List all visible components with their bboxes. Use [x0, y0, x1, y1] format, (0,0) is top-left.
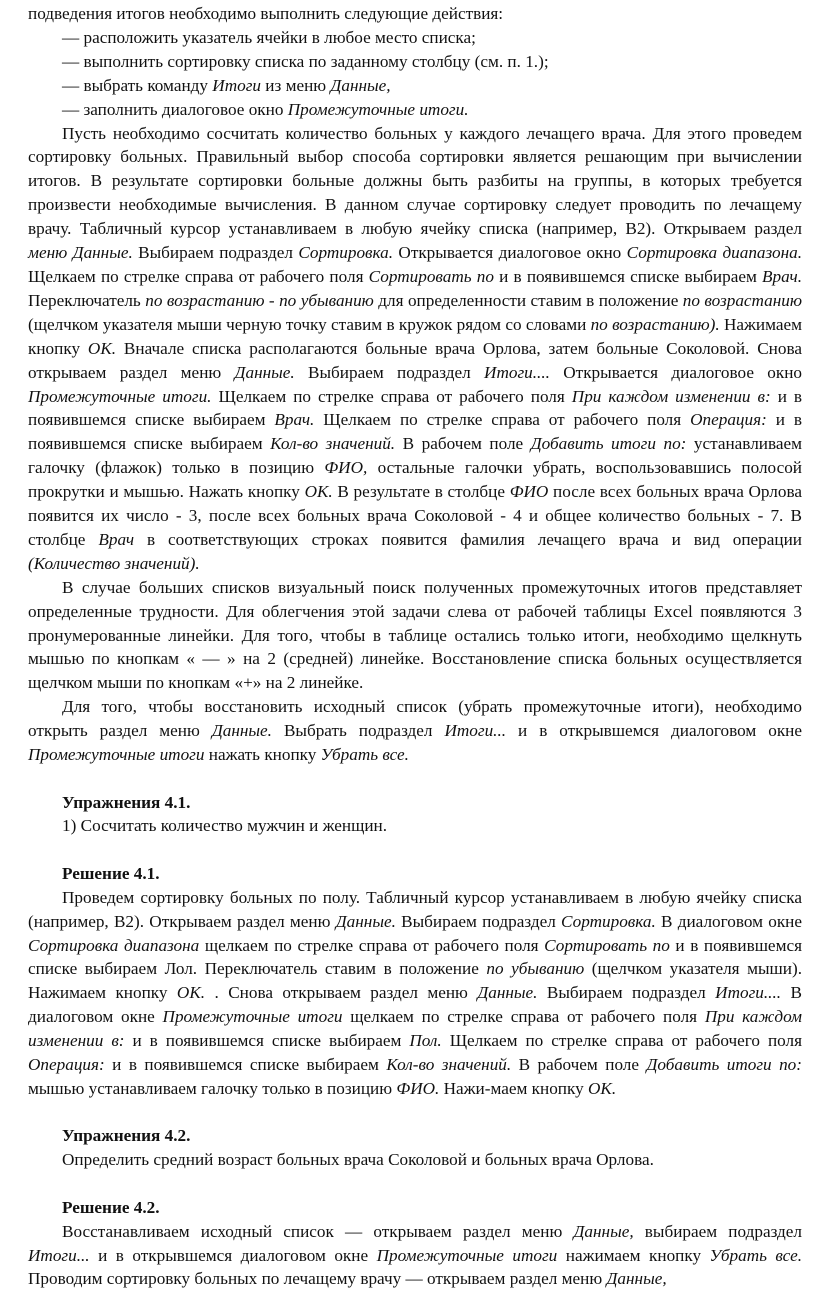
exercise-4-2-task: Определить средний возраст больных врача Соколовой и больных врача Орлова. — [62, 1150, 654, 1170]
text-run: Проводим сортировку больных по лечащему врачу — открываем раздел меню — [28, 1269, 607, 1289]
command-name: Итоги — [212, 75, 261, 95]
text-run: Для того, чтобы восстановить исходный список (убрать промежуточные итоги), необходимо открыть раздел меню — [28, 697, 802, 741]
step-item: — выбрать команду Итоги из меню Данные, — [62, 75, 391, 95]
text-run: остальные галочки убрать, воспользовавшись полосой прокрутки и мышью. Нажать кнопку — [28, 458, 802, 502]
italic-term: Данные. — [234, 362, 295, 382]
italic-term: Сортировка диапазона — [28, 935, 200, 955]
text-run: В случае больших списков визуальный поиск полученных промежуточных итогов представляет определенные трудности. Для облегчения этой задачи слева от рабочей таблицы Excel появляются 3 пронумерованные линейки. Для того, чтобы в таблице остались только итоги, необходимо щелкнуть мышью по кнопкам « — » на 2 (средней) линейке. Восстановление списка больных осуществляется щелчком мыши по кнопкам «+» на 2 линейке. — [28, 577, 802, 693]
italic-term: ОК. — [87, 338, 117, 358]
dialog-name: Промежуточные итоги. — [287, 99, 469, 119]
text-run: Выбираем подраздел — [395, 911, 562, 931]
text-run: Щелкаем по стрелке справа от рабочего поля — [28, 266, 369, 286]
step-item: — расположить указатель ячейки в любое место списка; — [62, 27, 476, 47]
text-run: Нажи-маем кнопку — [439, 1078, 588, 1098]
text-run: Выбрать подраздел — [271, 721, 445, 741]
italic-term: ФИО. — [396, 1078, 440, 1098]
text-run: В рабочем поле — [511, 1055, 647, 1075]
text-run: мышью устанавливаем галочку только в позицию — [28, 1078, 397, 1098]
text-run: Открывается диалоговое окно — [549, 362, 803, 382]
text-run: Выбираем подраздел — [132, 243, 299, 263]
text-run: и в открывшемся диалоговом окне — [89, 1245, 377, 1265]
text-run: Открывается диалоговое окно — [393, 243, 627, 263]
italic-term: Данные. — [335, 911, 396, 931]
text-run: и в появившемся списке выбираем — [28, 386, 803, 430]
text-run: после всех больных врача Орлова появится их число - 3, после всех больных врача Соколовой - 4 и общее количество больных - 7. В столбце — [28, 482, 802, 549]
solution-4-2-heading: Решение 4.2. — [62, 1197, 160, 1217]
text-run: выбираем подраздел — [633, 1221, 803, 1241]
italic-term: Итоги... — [28, 1245, 90, 1265]
exercise-4-2-heading: Упражнения 4.2. — [62, 1126, 191, 1146]
text-run: устанавливаем галочку (флажок) только в позицию — [28, 434, 802, 478]
italic-term: по возрастанию). — [590, 314, 720, 334]
text-run: и в появившемся списке выбираем — [28, 410, 802, 454]
italic-term: Промежуточные итоги. — [28, 386, 212, 406]
text-run: щелкаем по стрелке справа от рабочего поля — [342, 1007, 705, 1027]
text-run: . Снова открываем раздел меню — [205, 983, 478, 1003]
text-run: Выбираем подраздел — [537, 983, 716, 1003]
italic-term: Сортировать по — [368, 266, 494, 286]
italic-term: Врач. — [274, 410, 315, 430]
italic-term: меню Данные. — [28, 243, 133, 263]
italic-term: ФИО — [509, 482, 549, 502]
solution-4-1-heading: Решение 4.1. — [62, 863, 160, 883]
text-run: Переключатель — [28, 290, 146, 310]
italic-term: Данные, — [606, 1269, 667, 1289]
italic-term: Сортировка. — [561, 911, 656, 931]
italic-term: (Количество значений). — [28, 553, 200, 573]
italic-term: Кол-во значений. — [270, 434, 396, 454]
text-run: Щелкаем по стрелке справа от рабочего поля — [314, 410, 691, 430]
italic-term: Добавить итоги по: — [530, 434, 687, 454]
text-run: для определенности ставим в положение — [373, 290, 683, 310]
text-run: (щелчком указателя мыши черную точку ставим в кружок рядом со словами — [28, 314, 591, 334]
italic-term: Сортировка. — [298, 243, 394, 263]
text-run: нажать кнопку — [204, 745, 321, 765]
italic-term: Убрать все. — [320, 745, 409, 765]
italic-term: Промежуточные итоги — [28, 745, 205, 765]
text-run: Восстанавливаем исходный список — открываем раздел меню — [62, 1221, 574, 1241]
italic-term: При каждом изменении в: — [28, 1007, 802, 1051]
italic-term: Операция: — [690, 410, 767, 430]
italic-term: по возрастанию - по убыванию — [145, 290, 374, 310]
text-run: (щелчком указателя мыши). Нажимаем кнопку — [28, 959, 802, 1003]
text-run: нажимаем кнопку — [557, 1245, 710, 1265]
text-run: в соответствующих строках появится фамилия лечащего врача и вид операции — [134, 529, 802, 549]
text-run: Щелкаем по стрелке справа от рабочего поля — [441, 1031, 802, 1051]
italic-term: Промежуточные итоги — [376, 1245, 558, 1265]
italic-term: Итоги.... — [484, 362, 550, 382]
text-run: Нажимаем кнопку — [28, 314, 802, 358]
step-item: — заполнить диалоговое окно Промежуточные итоги. — [62, 99, 469, 119]
text-run: Проведем сортировку больных по полу. Табличный курсор устанавливаем в любую ячейку списка (например, В2). Открываем раздел меню — [28, 887, 802, 931]
text-run: и в открывшемся диалоговом окне — [506, 721, 803, 741]
step-item: — выполнить сортировку списка по заданному столбцу (см. п. 1.); — [62, 51, 549, 71]
exercise-4-1-heading: Упражнения 4.1. — [62, 792, 191, 812]
text-run: и в появившемся списке выбираем Лол. Переключатель ставим в положение — [28, 935, 802, 979]
italic-term: ФИО, — [324, 458, 368, 478]
text-run: Выбираем подраздел — [294, 362, 485, 382]
text-run: Вначале списка располагаются больные врача Орлова, затем больные Соколовой. Снова открываем раздел меню — [28, 338, 802, 382]
italic-term: Убрать все. — [709, 1245, 802, 1265]
italic-term: по убыванию — [486, 959, 585, 979]
italic-term: Врач. — [762, 266, 802, 286]
text-run: щелкаем по стрелке справа от рабочего поля — [199, 935, 545, 955]
menu-name: Данные, — [330, 75, 391, 95]
italic-term: Итоги.... — [715, 983, 782, 1003]
paragraph-sorting-procedure — [28, 122, 802, 576]
text-run: Пусть необходимо сосчитать количество больных у каждого лечащего врача. Для этого проведем сортировку больных. Правильный выбор способа сортировки является решающим при вычислении итогов. В результате сортировки больные должны быть разбиты на группы, в которых требуется произвести необходимые вычисления. В данном случае сортировку следует проводить по лечащему врачу. Табличный курсор устанавливаем в любую ячейку списка (например, В2). Открываем раздел — [28, 123, 802, 239]
italic-term: Промежуточные итоги — [162, 1007, 343, 1027]
italic-term: по возрастанию — [682, 290, 803, 310]
italic-term: ОК. — [588, 1078, 617, 1098]
solution-4-1-text — [28, 886, 802, 1101]
text-run: и в появившемся списке выбираем — [493, 266, 763, 286]
text-run: и в появившемся списке выбираем — [104, 1055, 387, 1075]
italic-term: Врач — [98, 529, 135, 549]
italic-term: Данные. — [477, 983, 538, 1003]
paragraph-large-lists — [28, 576, 802, 696]
text-run: В диалоговом окне — [655, 911, 803, 931]
italic-term: Сортировка диапазона. — [626, 243, 803, 263]
italic-term: Пол. — [409, 1031, 442, 1051]
text-run: В рабочем поле — [395, 434, 531, 454]
text-run: В результате в столбце — [332, 482, 510, 502]
text-run: Щелкаем по стрелке справа от рабочего поля — [211, 386, 572, 406]
italic-term: ОК. — [304, 482, 333, 502]
italic-term: Данные, — [573, 1221, 634, 1241]
italic-term: Кол-во значений. — [386, 1055, 512, 1075]
lead-line: подведения итогов необходимо выполнить следующие действия: — [28, 4, 504, 23]
text-run: В диалоговом окне — [28, 983, 802, 1027]
paragraph-restore-list — [28, 695, 802, 767]
italic-term: Операция: — [28, 1055, 105, 1075]
italic-term: Данные. — [211, 721, 272, 741]
solution-4-2-text — [28, 1220, 802, 1291]
italic-term: ОК. — [176, 983, 206, 1003]
italic-term: Итоги... — [444, 721, 507, 741]
italic-term: Добавить итоги по: — [646, 1055, 802, 1075]
italic-term: При каждом изменении в: — [571, 386, 771, 406]
italic-term: Сортировать по — [544, 935, 670, 955]
text-run: и в появившемся списке выбираем — [124, 1031, 410, 1051]
exercise-4-1-task: 1) Сосчитать количество мужчин и женщин. — [62, 816, 388, 836]
